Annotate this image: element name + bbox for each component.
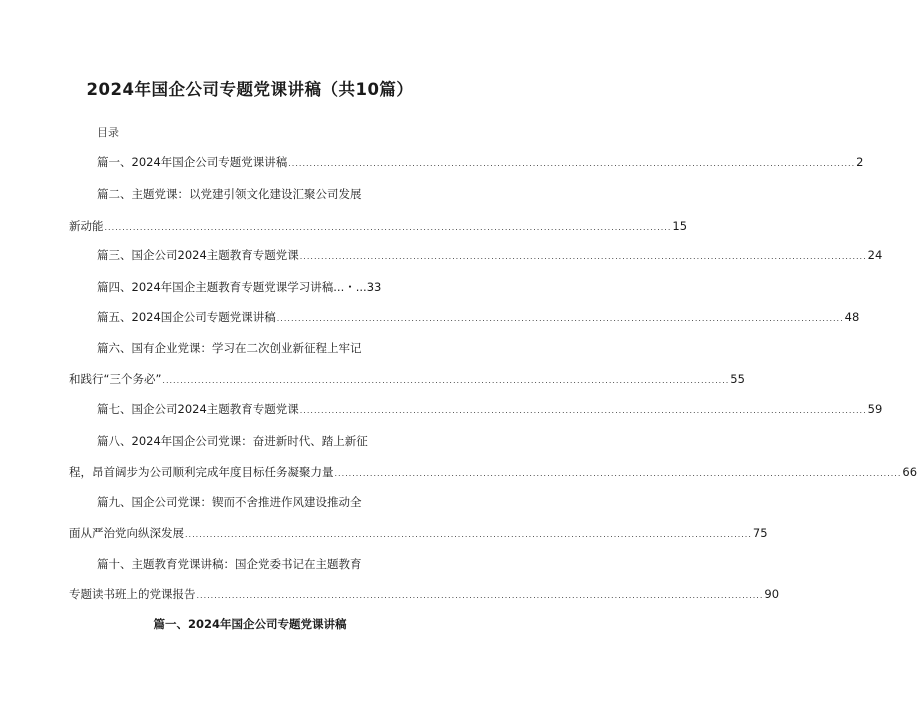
toc-page-number: 48 — [844, 310, 860, 324]
toc-page-number: 66 — [902, 465, 917, 479]
toc-entry-9-continued[interactable] — [69, 525, 768, 543]
toc-entry-title-cont: 专题读书班上的党课报告 — [69, 587, 196, 601]
toc-leader: ................................................................................................................................................................ — [299, 406, 867, 415]
toc-leader: ................................................................................................................................................................ — [162, 376, 730, 385]
toc-entry-title-cont: 和践行“三个务必” — [69, 372, 162, 386]
toc-entry-8-continued[interactable] — [69, 464, 917, 482]
toc-entry-4[interactable] — [97, 279, 381, 295]
toc-entry-title: 篇一、2024年国企公司专题党课讲稿 — [97, 155, 288, 169]
toc-entry-title: 篇八、2024年国企公司党课：奋进新时代、踏上新征 — [97, 434, 368, 448]
toc-entry-2-continued[interactable] — [69, 218, 688, 236]
toc-entry-title: 篇十、主题教育党课讲稿：国企党委书记在主题教育 — [97, 557, 362, 571]
toc-entry-title: 篇四、2024年国企主题教育专题党课学习讲稿...・... — [97, 280, 367, 294]
toc-entry-title: 篇七、国企公司2024主题教育专题党课 — [97, 402, 299, 416]
toc-page-number: 90 — [764, 587, 780, 601]
toc-entry-2[interactable] — [97, 186, 362, 202]
toc-entry-3[interactable] — [97, 247, 883, 265]
toc-leader: ................................................................................................................................................................ — [288, 159, 856, 168]
section-heading: 篇一、2024年国企公司专题党课讲稿 — [153, 617, 347, 631]
toc-entry-title: 篇九、国企公司党课：锲而不舍推进作风建设推动全 — [97, 495, 362, 509]
toc-entry-title-cont: 面从严治党向纵深发展 — [69, 526, 184, 540]
toc-entry-title: 篇五、2024国企公司专题党课讲稿 — [97, 310, 276, 324]
toc-page-number: 24 — [867, 248, 883, 262]
toc-entry-10[interactable] — [97, 556, 362, 572]
toc-page-number: 59 — [867, 402, 883, 416]
toc-entry-8[interactable] — [97, 433, 368, 449]
toc-entry-5[interactable] — [97, 309, 860, 327]
toc-leader: ................................................................................................................................................................ — [185, 530, 752, 539]
toc-leader: ................................................................................................................................................................ — [334, 469, 902, 478]
toc-page-number: 2 — [856, 155, 864, 169]
toc-page-number: 15 — [672, 219, 688, 233]
document-title: 2024年国企公司专题党课讲稿（共10篇） — [86, 80, 414, 99]
toc-entry-10-continued[interactable] — [69, 586, 780, 604]
toc-leader: ................................................................................................................................................................ — [196, 591, 764, 600]
toc-leader: ................................................................................................................................................................ — [104, 223, 672, 232]
toc-entry-6-continued[interactable] — [69, 371, 745, 389]
toc-entry-title-cont: 新动能 — [69, 219, 104, 233]
toc-leader: ................................................................................................................................................................ — [299, 252, 867, 261]
toc-entry-title: 篇三、国企公司2024主题教育专题党课 — [97, 248, 299, 262]
toc-entry-title: 篇六、国有企业党课：学习在二次创业新征程上牢记 — [97, 341, 362, 355]
toc-leader: ................................................................................................................................................................ — [276, 314, 844, 323]
toc-page-number: 75 — [752, 526, 768, 540]
toc-page-number: 55 — [730, 372, 745, 386]
toc-entry-1[interactable] — [97, 154, 864, 172]
toc-page-number: 33 — [366, 280, 382, 294]
toc-entry-9[interactable] — [97, 494, 362, 510]
toc-entry-title: 篇二、主题党课：以党建引领文化建设汇聚公司发展 — [97, 187, 362, 201]
toc-entry-7[interactable] — [97, 401, 883, 419]
toc-heading: 目录 — [97, 126, 119, 139]
toc-entry-6[interactable] — [97, 340, 362, 356]
toc-entry-title-cont: 程，昂首阔步为公司顺利完成年度目标任务凝聚力量 — [69, 465, 334, 479]
